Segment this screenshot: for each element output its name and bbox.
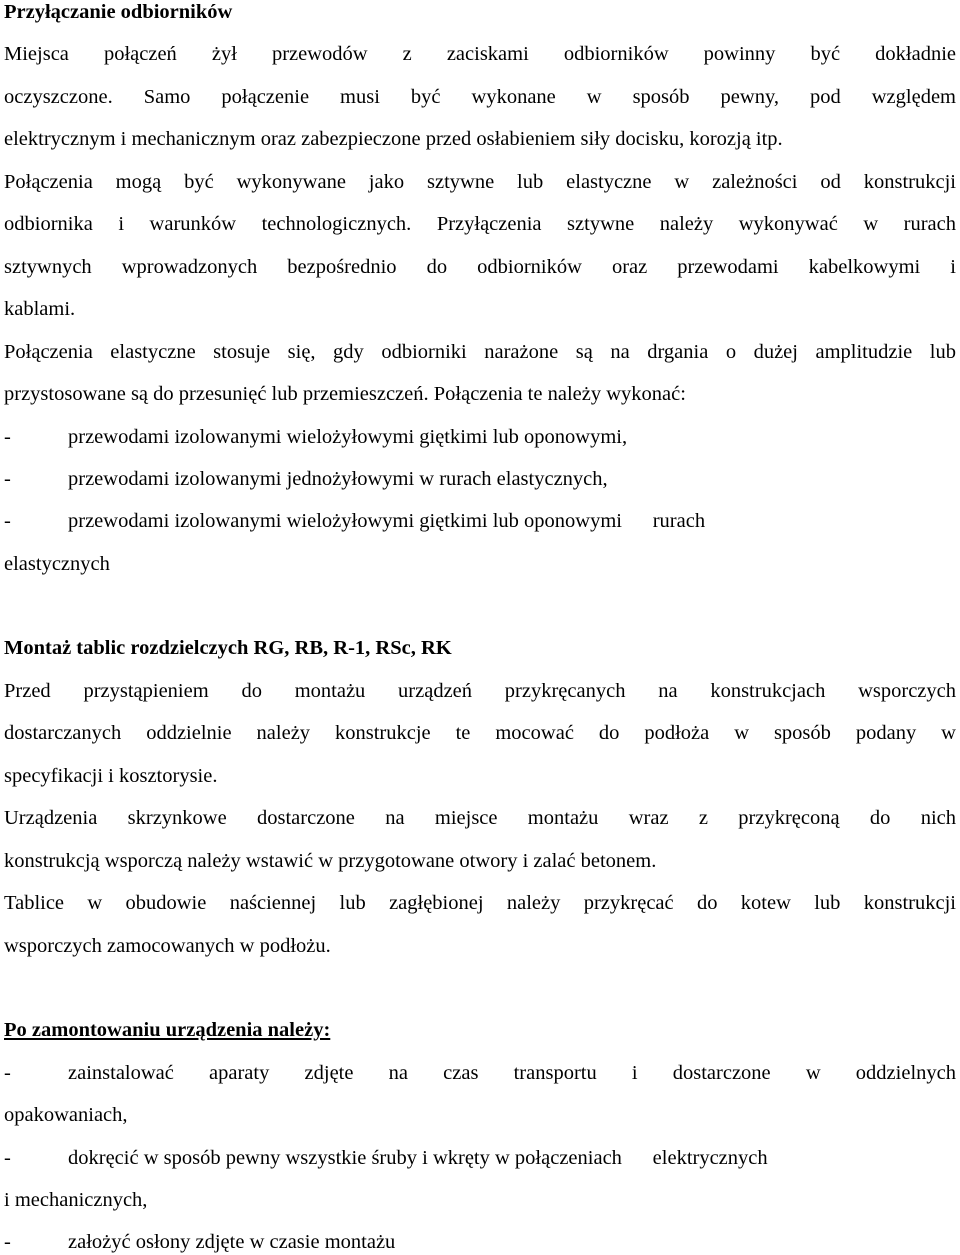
list-dash: - [4,1062,11,1084]
section-heading-switchboard-assembly: Montaż tablic rozdzielczych RG, RB, R-1, RSc, RK [4,637,452,659]
paragraph-line: specyfikacji i kosztorysie. [4,765,218,787]
paragraph-line: odbiornika i warunków technologicznych. Przyłączenia sztywne należy wykonywać w rurach [4,213,956,235]
paragraph-line: Tablice w obudowie naściennej lub zagłębionej należy przykręcać do kotew lub konstrukcji [4,892,956,914]
list-dash: - [4,510,11,532]
list-dash: - [4,426,11,448]
paragraph-line: Połączenia elastyczne stosuje się, gdy odbiorniki narażone są na drgania o dużej amplitudzie lub [4,341,956,363]
section-heading-connecting-receivers: Przyłączanie odbiorników [4,1,233,23]
paragraph-line: konstrukcją wsporczą należy wstawić w przygotowane otwory i zalać betonem. [4,850,657,872]
list-item: przewodami izolowanymi wielożyłowymi giętkimi lub oponowymi rurach [68,510,706,532]
paragraph-line: Miejsca połączeń żył przewodów z zaciskami odbiorników powinny być dokładnie [4,43,956,65]
paragraph-line: sztywnych wprowadzonych bezpośrednio do odbiorników oraz przewodami kabelkowymi i [4,256,956,278]
paragraph-line: wsporczych zamocowanych w podłożu. [4,935,331,957]
paragraph-line: kablami. [4,298,76,320]
list-item-continuation: opakowaniach, [4,1104,128,1126]
paragraph-line: przystosowane są do przesunięć lub przemieszczeń. Połączenia te należy wykonać: [4,383,686,405]
paragraph-line: elektrycznym i mechanicznym oraz zabezpieczone przed osłabieniem siły docisku, korozją itp. [4,128,783,150]
paragraph-line: Połączenia mogą być wykonywane jako sztywne lub elastyczne w zależności od konstrukcji [4,171,956,193]
list-item: przewodami izolowanymi jednożyłowymi w rurach elastycznych, [68,468,608,490]
paragraph-line: Urządzenia skrzynkowe dostarczone na miejsce montażu wraz z przykręconą do nich [4,807,956,829]
paragraph-line: oczyszczone. Samo połączenie musi być wykonane w sposób pewny, pod względem [4,86,956,108]
paragraph-line: Przed przystąpieniem do montażu urządzeń przykręcanych na konstrukcjach wsporczych [4,680,956,702]
paragraph-line: dostarczanych oddzielnie należy konstrukcje te mocować do podłoża w sposób podany w [4,722,956,744]
list-item-continuation: elastycznych [4,553,110,575]
list-dash: - [4,468,11,490]
list-item: dokręcić w sposób pewny wszystkie śruby i wkręty w połączeniach elektrycznych [68,1147,768,1169]
list-dash: - [4,1231,11,1253]
list-item: założyć osłony zdjęte w czasie montażu [68,1231,396,1253]
list-dash: - [4,1147,11,1169]
list-item: przewodami izolowanymi wielożyłowymi giętkimi lub oponowymi, [68,426,628,448]
section-heading-after-mounting: Po zamontowaniu urządzenia należy: [4,1019,331,1041]
list-item: zainstalować aparaty zdjęte na czas transportu i dostarczone w oddzielnych [68,1062,956,1084]
list-item-continuation: i mechanicznych, [4,1189,148,1211]
